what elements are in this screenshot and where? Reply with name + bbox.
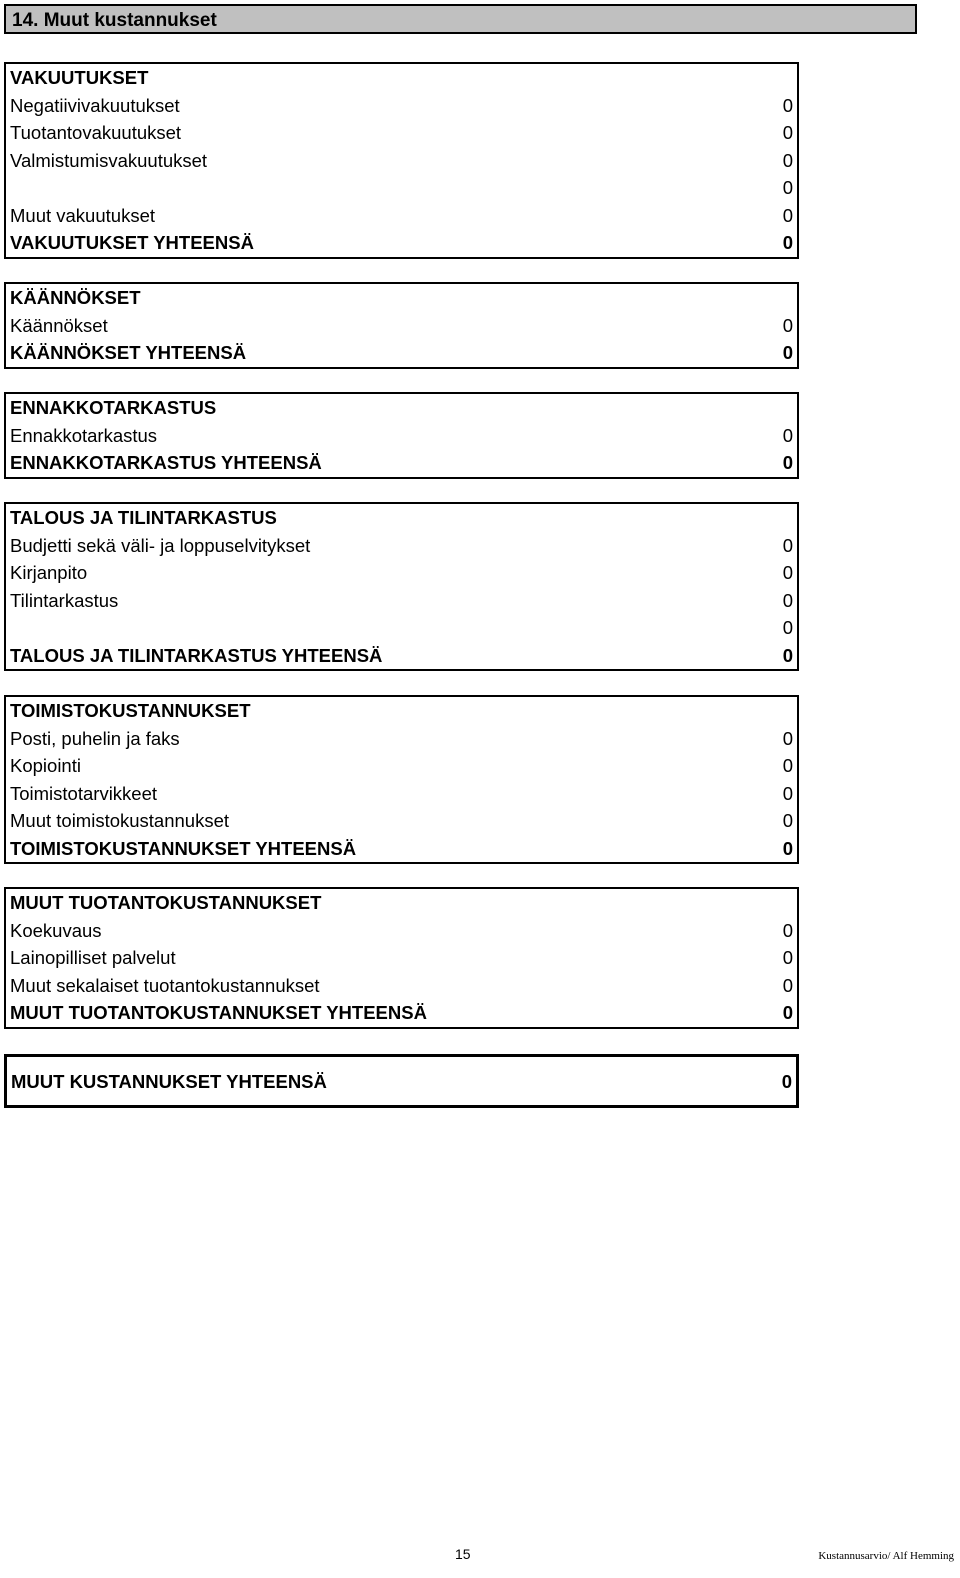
row-label: Negatiivivakuutukset xyxy=(10,94,180,116)
row-label: TALOUS JA TILINTARKASTUS xyxy=(10,507,277,528)
cost-section xyxy=(4,887,799,1029)
section-header xyxy=(4,4,917,34)
cost-item-row xyxy=(6,92,797,120)
grand-total-label: MUUT KUSTANNUKSET YHTEENSÄ xyxy=(11,1071,327,1092)
cost-section xyxy=(4,392,799,479)
row-value: 0 xyxy=(782,204,793,226)
row-label: ENNAKKOTARKASTUS YHTEENSÄ xyxy=(10,452,322,473)
row-value: 0 xyxy=(782,424,793,446)
row-label: Tilintarkastus xyxy=(10,589,119,611)
row-value: 0 xyxy=(782,644,793,666)
row-label: Lainopilliset palvelut xyxy=(10,947,176,968)
cost-item-row xyxy=(6,312,797,340)
row-label: Koekuvaus xyxy=(10,919,102,941)
cost-item-row xyxy=(6,532,797,560)
section-total-row xyxy=(6,999,797,1027)
cost-section xyxy=(4,282,799,369)
row-value: 0 xyxy=(782,452,793,473)
row-label: Budjetti sekä väli- ja loppuselvitykset xyxy=(10,534,311,556)
row-label: Posti, puhelin ja faks xyxy=(10,727,180,749)
row-value: 0 xyxy=(782,919,793,941)
row-label: Kirjanpito xyxy=(10,562,88,583)
cost-item-row xyxy=(6,587,797,615)
row-value: 0 xyxy=(782,562,793,583)
cost-section xyxy=(4,502,799,671)
row-label: KÄÄNNÖKSET xyxy=(10,287,141,308)
row-label: MUUT TUOTANTOKUSTANNUKSET YHTEENSÄ xyxy=(10,1002,427,1023)
cost-item-row xyxy=(6,725,797,753)
section-heading-row xyxy=(6,889,797,917)
row-value: 0 xyxy=(782,810,793,831)
section-title: 14. Muut kustannukset xyxy=(12,10,217,31)
cost-item-row xyxy=(6,972,797,1000)
row-value: 0 xyxy=(782,727,793,749)
row-label: KÄÄNNÖKSET YHTEENSÄ xyxy=(10,342,247,363)
row-value: 0 xyxy=(782,94,793,116)
row-label: Tuotantovakuutukset xyxy=(10,122,182,143)
row-value: 0 xyxy=(782,947,793,968)
section-total-row xyxy=(6,229,797,257)
row-label: MUUT TUOTANTOKUSTANNUKSET xyxy=(10,892,322,913)
row-label: VAKUUTUKSET YHTEENSÄ xyxy=(10,232,254,253)
row-label: TOIMISTOKUSTANNUKSET xyxy=(10,700,251,721)
page-number: 15 xyxy=(455,1546,471,1562)
cost-item-row xyxy=(6,944,797,972)
cost-item-row xyxy=(6,559,797,587)
row-value: 0 xyxy=(782,342,793,363)
row-value: 0 xyxy=(782,755,793,776)
cost-section xyxy=(4,62,799,259)
cost-item-row xyxy=(6,917,797,945)
row-label: Käännökset xyxy=(10,314,108,336)
row-value: 0 xyxy=(782,589,793,611)
cost-item-row xyxy=(6,147,797,175)
section-total-row xyxy=(6,449,797,477)
row-label: TOIMISTOKUSTANNUKSET YHTEENSÄ xyxy=(10,837,357,859)
row-value: 0 xyxy=(782,149,793,171)
cost-item-row xyxy=(6,780,797,808)
section-total-row xyxy=(6,835,797,863)
grand-total-value: 0 xyxy=(781,1071,792,1092)
row-label: Muut toimistokustannukset xyxy=(10,810,230,831)
cost-item-row xyxy=(6,119,797,147)
row-label: TALOUS JA TILINTARKASTUS YHTEENSÄ xyxy=(10,644,383,666)
row-label: VAKUUTUKSET xyxy=(10,67,149,88)
cost-item-row xyxy=(6,202,797,230)
cost-section xyxy=(4,695,799,864)
row-value: 0 xyxy=(782,177,793,198)
row-label: Ennakkotarkastus xyxy=(10,424,158,446)
row-value: 0 xyxy=(782,534,793,556)
section-heading-row xyxy=(6,394,797,422)
row-value: 0 xyxy=(782,782,793,804)
footer-author: Kustannusarvio/ Alf Hemming xyxy=(818,1550,954,1562)
row-value: 0 xyxy=(782,314,793,336)
row-label: Toimistotarvikkeet xyxy=(10,782,158,804)
row-value: 0 xyxy=(782,122,793,143)
row-value: 0 xyxy=(782,1002,793,1023)
row-label: ENNAKKOTARKASTUS xyxy=(10,397,217,418)
section-heading-row xyxy=(6,504,797,532)
row-value: 0 xyxy=(782,232,793,253)
row-label: Muut vakuutukset xyxy=(10,204,155,226)
row-value: 0 xyxy=(782,837,793,859)
cost-item-row xyxy=(6,752,797,780)
cost-item-row xyxy=(6,807,797,835)
section-total-row xyxy=(6,339,797,367)
row-label: Muut sekalaiset tuotantokustannukset xyxy=(10,974,320,996)
cost-item-row xyxy=(6,174,797,202)
section-total-row xyxy=(6,642,797,670)
section-heading-row xyxy=(6,64,797,92)
cost-item-row xyxy=(6,422,797,450)
row-value: 0 xyxy=(782,617,793,638)
cost-item-row xyxy=(6,614,797,642)
grand-total-box xyxy=(4,1054,799,1108)
section-heading-row xyxy=(6,284,797,312)
row-label: Kopiointi xyxy=(10,755,81,776)
section-heading-row xyxy=(6,697,797,725)
row-value: 0 xyxy=(782,974,793,996)
row-label: Valmistumisvakuutukset xyxy=(10,149,208,171)
